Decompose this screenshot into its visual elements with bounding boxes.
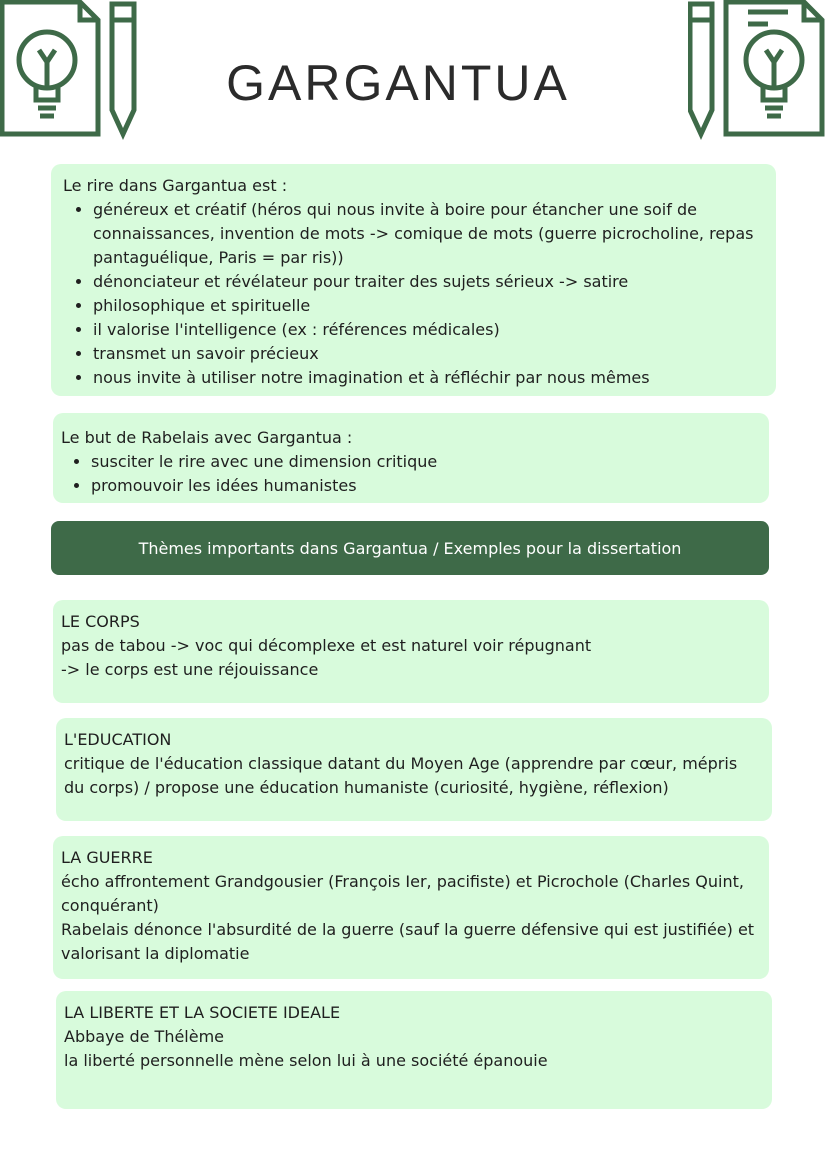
theme-guerre-card <box>53 836 769 979</box>
list-item: • promouvoir les idées humanistes <box>91 474 757 498</box>
theme-liberte-card <box>56 991 772 1109</box>
banner-label: Thèmes importants dans Gargantua / Exemples pour la dissertation <box>138 538 682 558</box>
theme-text: pas de tabou -> voc qui décomplexe et est naturel voir répugnant <box>61 636 592 655</box>
list-item: • généreux et créatif (héros qui nous invite à boire pour étancher une soif de connaissances, invention de mots -> comique de mots (guerre picrocholine, repas pantaguélique, Paris = par ris)) <box>93 198 762 270</box>
list-item: • nous invite à utiliser notre imagination et à réfléchir par nous mêmes <box>93 366 762 390</box>
theme-text: la liberté personnelle mène selon lui à une société épanouie <box>64 1051 548 1070</box>
list-item: • dénonciateur et révélateur pour traiter des sujets sérieux -> satire <box>93 270 762 294</box>
theme-text: écho affrontement Grandgousier (François Ier, pacifiste) et Picrochole (Charles Quint, conquérant) <box>61 872 744 915</box>
theme-text: critique de l'éducation classique datant du Moyen Age (apprendre par cœur, mépris du corps) / propose une éducation humaniste (curiosité, hygiène, réflexion) <box>64 754 738 797</box>
theme-heading: LA LIBERTE ET LA SOCIETE IDEALE <box>64 1003 341 1022</box>
theme-text: Rabelais dénonce l'absurdité de la guerre (sauf la guerre défensive qui est justifiée) et valorisant la diplomatie <box>61 920 755 963</box>
theme-heading: L'EDUCATION <box>64 730 172 749</box>
theme-heading: LA GUERRE <box>61 848 153 867</box>
theme-text: -> le corps est une réjouissance <box>61 660 319 679</box>
list-item: • philosophique et spirituelle <box>93 294 762 318</box>
rire-list <box>63 198 762 390</box>
themes-banner <box>51 521 769 575</box>
but-intro: Le but de Rabelais avec Gargantua : <box>61 428 353 447</box>
list-item: • susciter le rire avec une dimension critique <box>91 450 757 474</box>
rire-card <box>51 164 776 396</box>
but-list <box>61 450 757 498</box>
but-card <box>53 413 769 503</box>
list-item: • il valorise l'intelligence (ex : références médicales) <box>93 318 762 342</box>
page-title: GARGANTUA <box>226 55 570 111</box>
rire-intro: Le rire dans Gargantua est : <box>63 176 288 195</box>
theme-heading: LE CORPS <box>61 612 140 631</box>
theme-text: Abbaye de Thélème <box>64 1027 225 1046</box>
list-item: • transmet un savoir précieux <box>93 342 762 366</box>
theme-corps-card <box>53 600 769 703</box>
theme-education-card <box>56 718 772 821</box>
